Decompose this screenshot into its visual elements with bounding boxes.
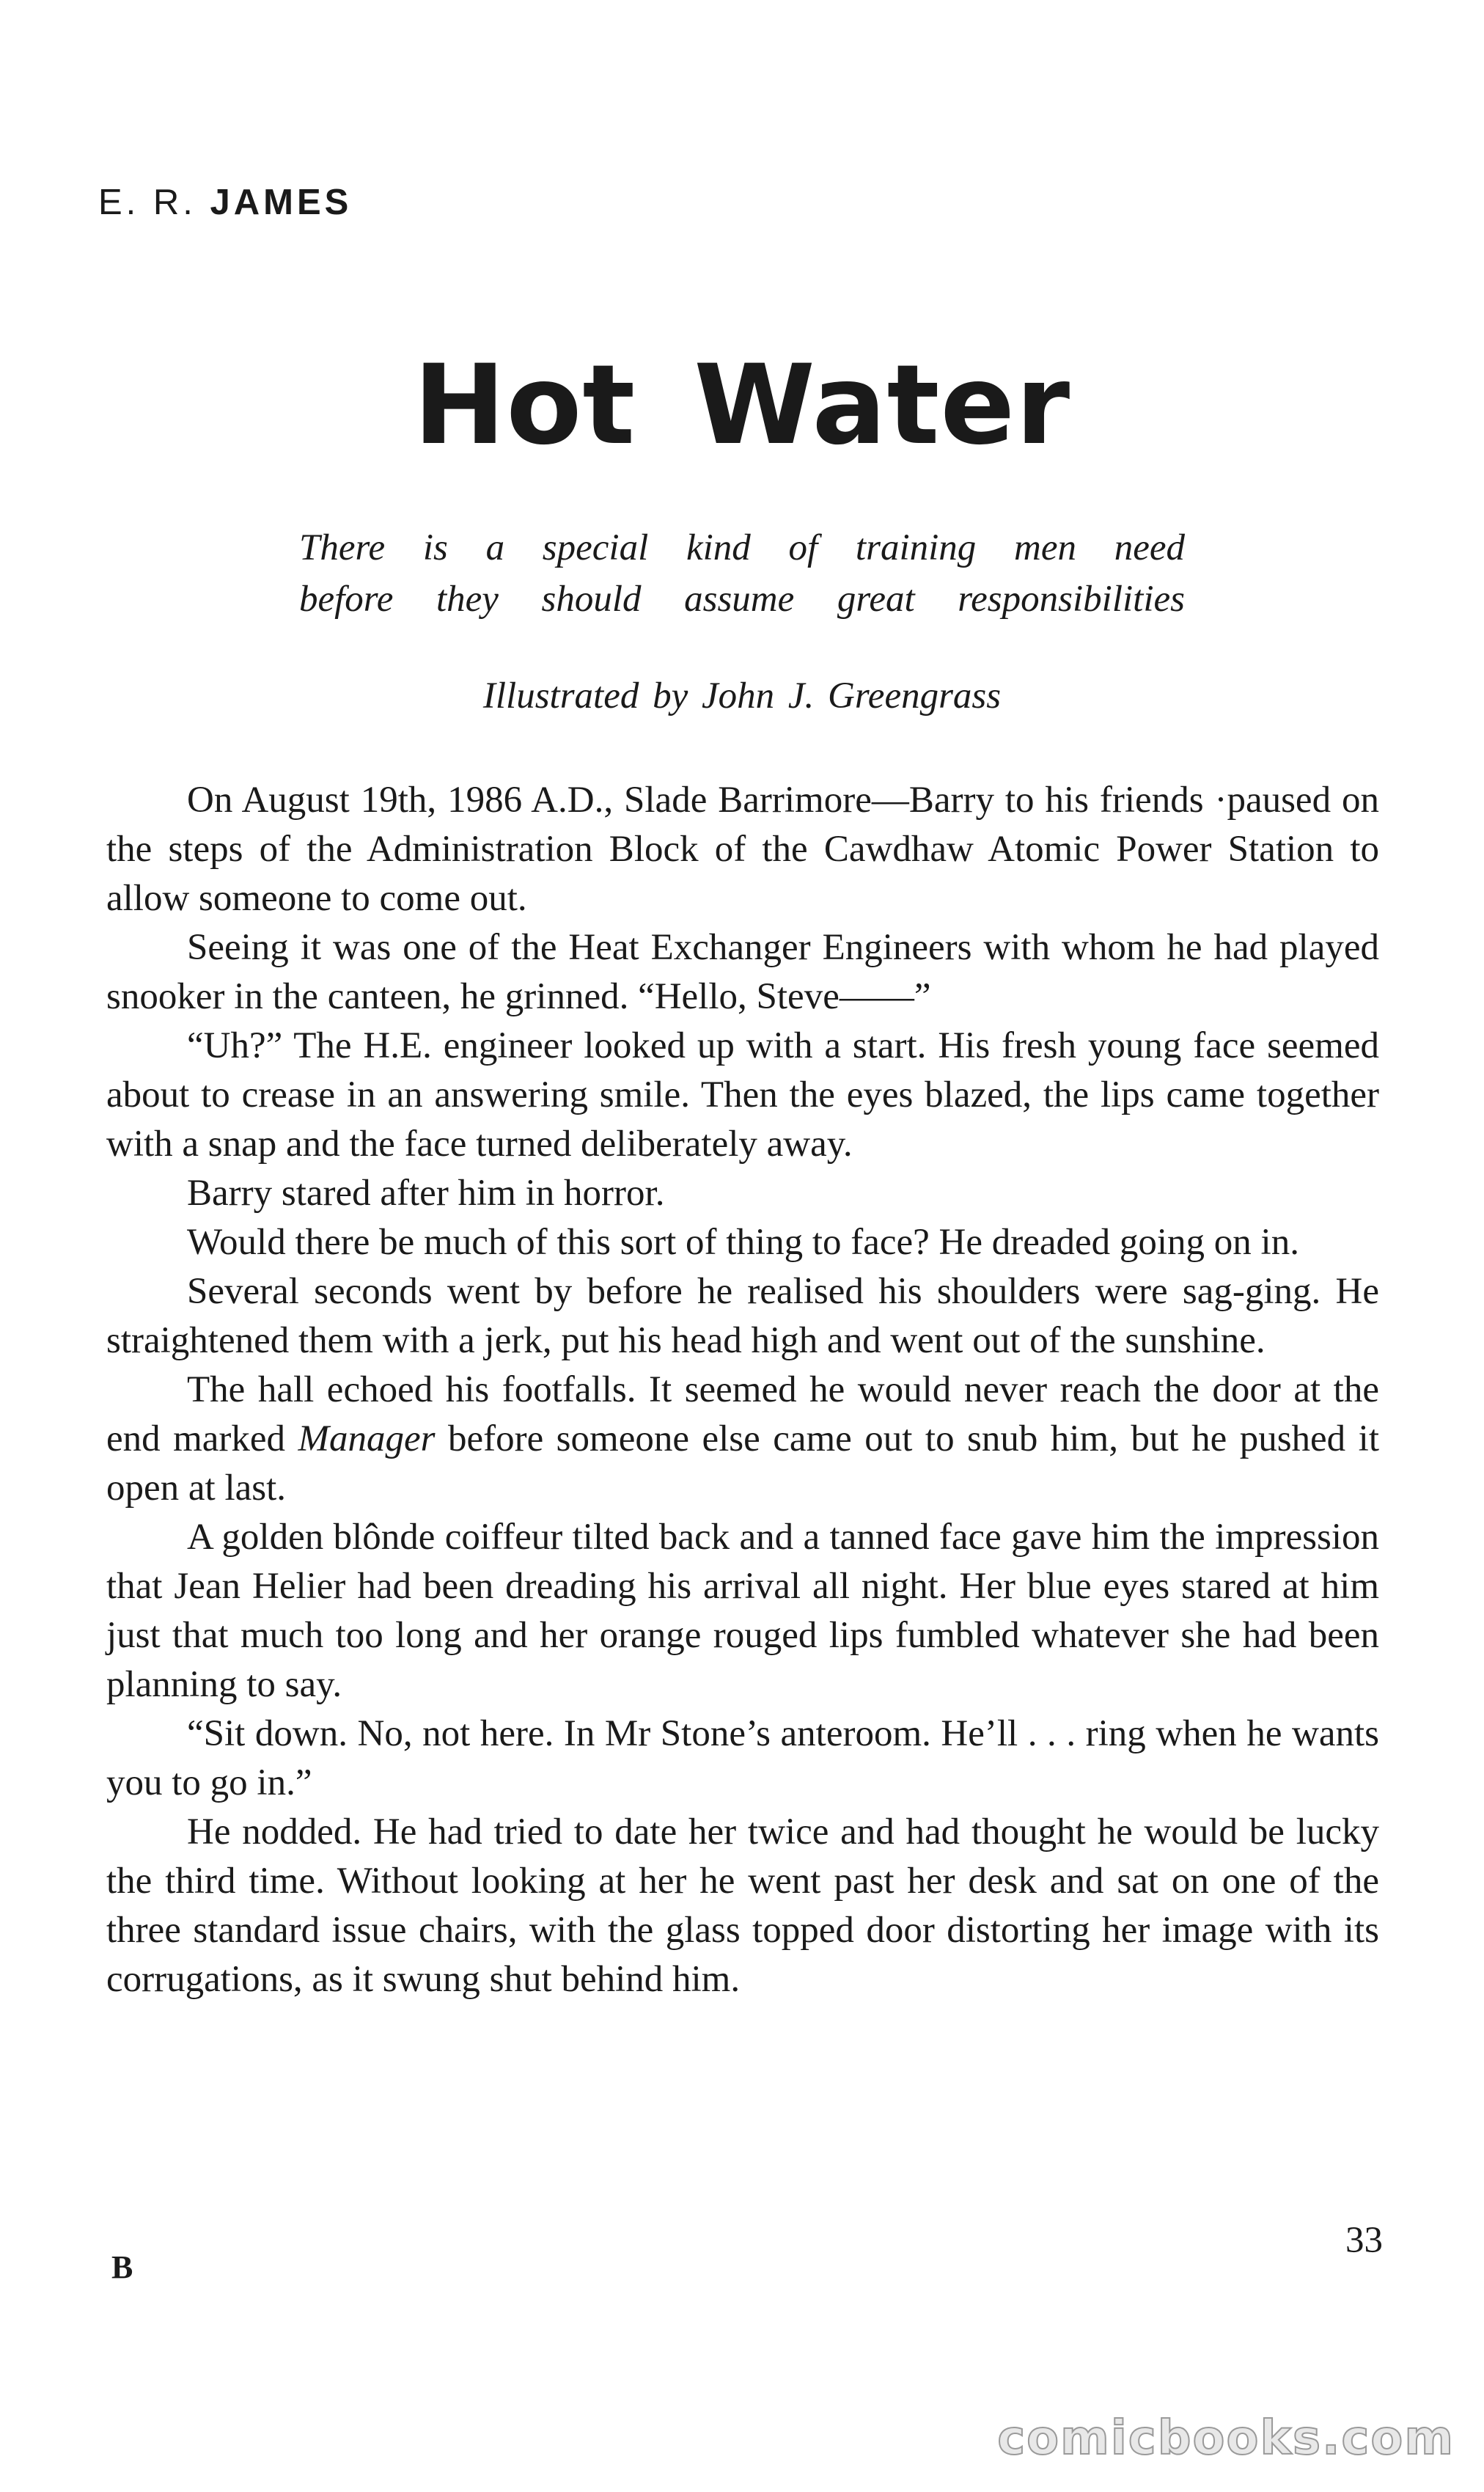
paragraph: He nodded. He had tried to date her twice and had thought he would be lucky the third time. Without looking at her he went past her desk and sat on one of the three standard issue chairs, with the glass topped door distorting her image with its corrugations, as it swung shut behind him. — [106, 1811, 1379, 2000]
subtitle-line-1: There is a special kind of training men need — [299, 527, 1185, 568]
author-initials: E. R. — [98, 183, 196, 222]
signature-mark: B — [111, 2249, 133, 2285]
manager-door-label: Manager — [298, 1418, 436, 1459]
paragraph: “Sit down. No, not here. In Mr Stone’s anteroom. He’ll . . . ring when he wants you to go in.” — [106, 1713, 1379, 1803]
author-surname: JAMES — [210, 183, 353, 222]
paragraph — [106, 1366, 1379, 1513]
site-watermark: comicbooks.com — [997, 2411, 1455, 2466]
paragraph: Several seconds went by before he realised his shoulders were sag-ging. He straightened them with a jerk, put his head high and went out of the sunshine. — [106, 1271, 1379, 1361]
story-title: Hot Water — [413, 342, 1071, 469]
page-number: 33 — [1345, 2220, 1383, 2261]
story-subtitle — [299, 522, 1185, 625]
paragraph: “Uh?” The H.E. engineer looked up with a start. His fresh young face seemed about to crease in an answering smile. Then the eyes blazed, the lips came together with a snap and the face turned deliberately away. — [106, 1025, 1379, 1165]
paragraph-text: before someone else came out to snub him, but he pushed it open at last. — [106, 1418, 1379, 1509]
story-body — [106, 776, 1379, 2004]
subtitle-line-2: before they should assume great responsibilities — [299, 579, 1185, 620]
paragraph: Would there be much of this sort of thing to face? He dreaded going on in. — [187, 1222, 1299, 1263]
paragraph: A golden blônde coiffeur tilted back and a tanned face gave him the impression that Jean Helier had been dreading his arrival all night. Her blue eyes stared at him just that much too long and her orange rouged lips fumbled whatever she had been planning to say. — [106, 1517, 1379, 1705]
illustrator-credit: Illustrated by John J. Greengrass — [482, 675, 1002, 717]
paragraph: Barry stared after him in horror. — [187, 1173, 665, 1214]
paragraph: On August 19th, 1986 A.D., Slade Barrimore—Barry to his friends ·paused on the steps of the Administration Block of the Cawdhaw Atomic Power Station to allow someone to come out. — [106, 780, 1379, 919]
paragraph: Seeing it was one of the Heat Exchanger Engineers with whom he had played snooker in the canteen, he grinned. “Hello, Steve——” — [106, 927, 1379, 1017]
paragraph-text: The hall echoed his footfalls. It seemed he would never reach the door at the end marked — [106, 1369, 1379, 1459]
author-byline — [98, 182, 352, 223]
